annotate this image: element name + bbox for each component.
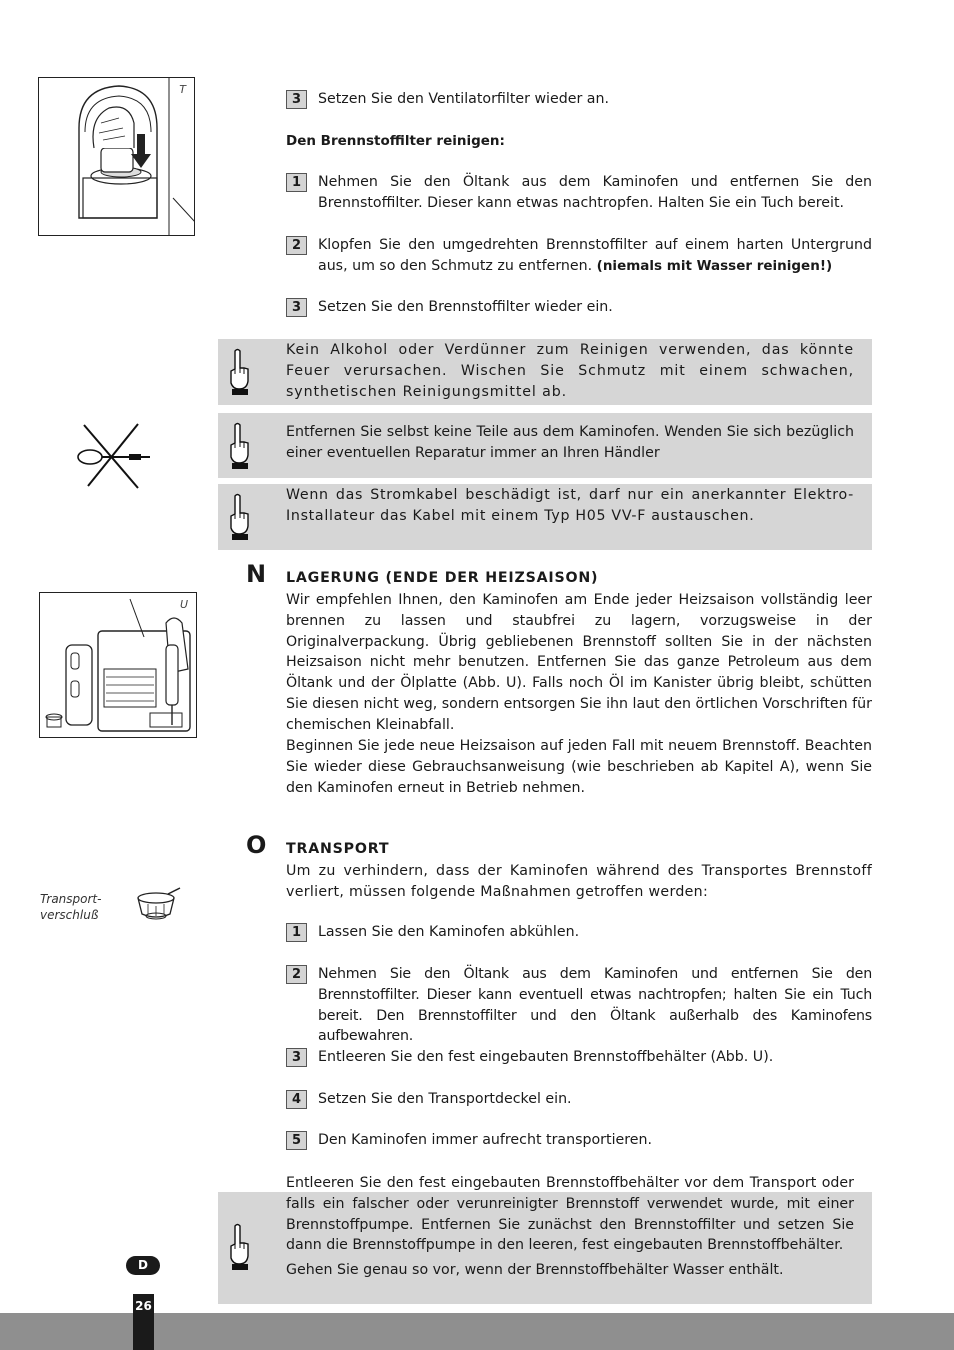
transport-step-5: [286, 1130, 872, 1151]
note-fuel-pump-extra: Gehen Sie genau so vor, wenn der Brennstoffbehälter Wasser enthält.: [286, 1262, 784, 1278]
page-number: 26: [133, 1294, 154, 1350]
note-fuel-pump-text: Entleeren Sie den fest eingebauten Brennstoffbehälter vor dem Transport oder falls ein falscher oder verunreinigter Brennstoff verwendet wurde, mit einer Brennstoffpumpe. Entfernen Sie zunächst den Brennstoffilter und setzen Sie dann die Brennstoffpumpe in den leeren, fest eingebauten Brennstoffbehälter.: [286, 1175, 854, 1254]
transport-step-4: [286, 1089, 872, 1110]
transport-cap-icon: [134, 886, 184, 926]
step-text: Entleeren Sie den fest eingebauten Brennstoffbehälter (Abb. U).: [318, 1049, 774, 1065]
step-text: Setzen Sie den Ventilatorfilter wieder an.: [318, 91, 609, 107]
step-fan-filter-refit: [286, 89, 872, 110]
step-text: Nehmen Sie den Öltank aus dem Kaminofen und entfernen Sie den Brennstoffilter. Dieser kann eventuell etwas nachtropfen; halten Sie ein Tuch bereit. Den Brennstoffilter und den Öltank außerhalb des Kaminofens aufbewahren.: [318, 966, 872, 1045]
step-text: Setzen Sie den Transportdeckel ein.: [318, 1091, 572, 1107]
step-number: 2: [286, 236, 307, 255]
pointing-hand-icon: [226, 492, 252, 542]
transport-step-3: [286, 1047, 872, 1068]
no-screwdriver-icon: [74, 420, 154, 490]
figure-u: [39, 592, 197, 738]
note-text: Kein Alkohol oder Verdünner zum Reinigen verwenden, das könnte Feuer verursachen. Wischen Sie Schmutz mit einem schwachen, synthetischen Reinigungsmittel ab.: [286, 342, 854, 400]
note-box-power-cable: [218, 484, 872, 550]
step-number: 5: [286, 1131, 307, 1150]
figure-t-label: T: [179, 83, 186, 96]
step-number: 3: [286, 1048, 307, 1067]
refill-illustration: [39, 78, 195, 236]
step-fuel-filter-1: [286, 172, 872, 214]
note-box-no-alcohol: [218, 339, 872, 405]
section-letter-o: O: [246, 831, 267, 859]
language-badge: D: [126, 1256, 160, 1275]
section-n-title: LAGERUNG (ENDE DER HEIZSAISON): [286, 570, 599, 586]
pointing-hand-icon: [226, 1222, 252, 1272]
step-text-warning: (niemals mit Wasser reinigen!): [596, 257, 833, 274]
step-fuel-filter-2: [286, 235, 872, 277]
note-box-no-parts: [218, 413, 872, 478]
section-n-paragraph-2: Beginnen Sie jede neue Heizsaison auf jeden Fall mit neuem Brennstoff. Beachten Sie wieder diese Gebrauchsanweisung (wie beschrieben ab Kapitel A), wenn Sie den Kaminofen erneut in Betrieb nehmen.: [286, 738, 872, 796]
fuel-filter-heading: Den Brennstoffilter reinigen:: [286, 133, 505, 149]
section-letter-n: N: [246, 560, 267, 588]
step-fuel-filter-3: [286, 297, 872, 318]
note-text: Wenn das Stromkabel beschädigt ist, darf nur ein anerkannter Elektro-Installateur das Kabel mit einem Typ H05 VV-F austauschen.: [286, 487, 854, 524]
figure-u-label: U: [179, 598, 188, 611]
pointing-hand-icon: [226, 421, 252, 471]
transport-step-2: [286, 964, 872, 1047]
section-n-paragraph-1: Wir empfehlen Ihnen, den Kaminofen am Ende jeder Heizsaison vollständig leer brennen zu lassen und staubfrei zu lagern, vorzugsweise in der Originalverpackung. Übrig gebliebenen Brennstoff sollten Sie in der nächsten Heizsaison nicht mehr benutzen. Entfernen Sie das ganze Petroleum aus dem Öltank und der Ölplatte (Abb. U). Falls noch Öl im Kanister übrig bleibt, schütten Sie diesen nicht weg, sondern entsorgen Sie ihn laut den örtlichen Vorschriften für chemischen Kleinabfall.: [286, 592, 872, 733]
step-number: 4: [286, 1090, 307, 1109]
step-number: 3: [286, 298, 307, 317]
step-text: [318, 235, 872, 277]
section-o-intro: Um zu verhindern, dass der Kaminofen während des Transportes Brennstoff verliert, müssen folgende Maßnahmen getroffen werden:: [286, 863, 872, 900]
pointing-hand-icon: [226, 347, 252, 397]
figure-t: [38, 77, 195, 236]
step-text-plain: Klopfen Sie den umgedrehten Brennstoffilter auf einem harten Untergrund aus, um so den Schmutz zu entfernen.: [318, 237, 872, 274]
step-text: Den Kaminofen immer aufrecht transportieren.: [318, 1132, 652, 1148]
heater-illustration: [40, 593, 197, 738]
note-text: Entfernen Sie selbst keine Teile aus dem Kaminofen. Wenden Sie sich bezüglich einer eventuellen Reparatur immer an Ihren Händler: [286, 424, 854, 461]
step-text: Nehmen Sie den Öltank aus dem Kaminofen und entfernen Sie den Brennstoffilter. Dieser kann etwas nachtropfen. Halten Sie ein Tuch bereit.: [318, 174, 872, 211]
step-number: 2: [286, 965, 307, 984]
transport-cap-caption: Transport- verschluß: [40, 892, 102, 922]
transport-step-1: [286, 922, 872, 943]
step-number: 3: [286, 90, 307, 109]
step-number: 1: [286, 923, 307, 942]
step-text: Lassen Sie den Kaminofen abkühlen.: [318, 924, 580, 940]
section-o-title: TRANSPORT: [286, 841, 390, 857]
step-text: Setzen Sie den Brennstoffilter wieder ein.: [318, 299, 613, 315]
step-number: 1: [286, 173, 307, 192]
